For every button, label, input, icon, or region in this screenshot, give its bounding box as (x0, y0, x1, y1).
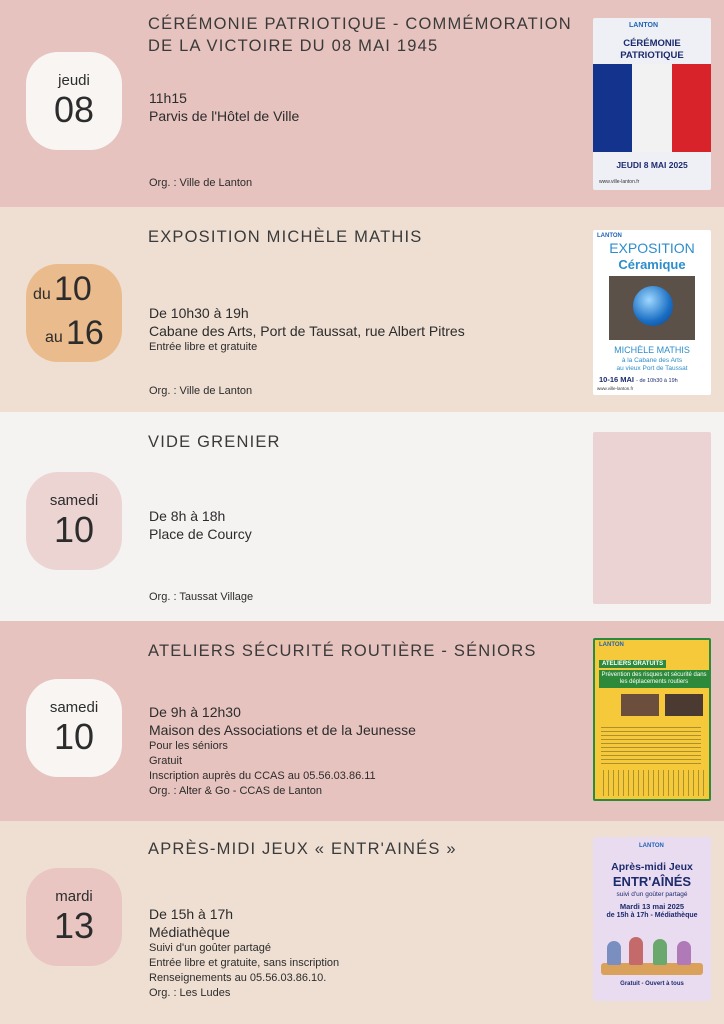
logo: LANTON (599, 642, 624, 648)
event-title: APRÈS-MIDI JEUX « ENTR'AINÉS » (148, 840, 457, 858)
poster-line1: Après-midi Jeux (611, 861, 693, 873)
poster-line2: ENTR'AÎNÉS (612, 874, 692, 889)
event-time: De 8h à 18h (149, 508, 226, 524)
event-place: Médiathèque (149, 924, 230, 940)
event-info (149, 89, 579, 125)
event-organizer: Org. : Ville de Lanton (149, 177, 253, 189)
poster-placeholder (593, 432, 711, 604)
badge-day: samedi (49, 492, 99, 509)
event-detail: Inscription auprès du CCAS au 05.56.03.86.11 (149, 770, 376, 782)
poster-line3: suivi d'un goûter partagé (616, 891, 688, 898)
date-range-badge (26, 264, 122, 362)
poster-tag: ATELIERS GRATUITS (599, 660, 666, 668)
event-detail: Pour les séniors (149, 740, 228, 752)
event-info (149, 905, 579, 1001)
range-to: 16 (66, 314, 104, 352)
poster-footer-block (599, 770, 705, 796)
event-apres-midi-jeux (0, 821, 724, 1024)
poster-headline: Prévention des risques et sécurité dans les déplacements routiers (599, 670, 709, 688)
event-title: VIDE GRENIER (148, 433, 281, 451)
event-place: Cabane des Arts, Port de Taussat, rue Albert Pitres (149, 323, 465, 339)
poster-line4: Mardi 13 mai 2025 (619, 902, 685, 911)
poster-line1: CÉRÉMONIE (623, 38, 681, 49)
poster-photo-left (621, 694, 659, 716)
event-organizer: Org. : Les Ludes (149, 987, 231, 999)
poster-dates-value: 10-16 MAI (599, 375, 635, 384)
badge-date: 13 (53, 905, 95, 946)
poster-photo-right (665, 694, 703, 716)
event-ceremonie (0, 0, 724, 207)
french-flag-image (593, 64, 711, 152)
range-to-word: au (45, 329, 63, 346)
event-info (149, 507, 579, 543)
event-detail: Renseignements au 05.56.03.86.10. (149, 972, 327, 984)
event-organizer: Org. : Alter & Go - CCAS de Lanton (149, 785, 323, 797)
logo: LANTON (639, 843, 664, 849)
poster-line2: PATRIOTIQUE (620, 50, 684, 61)
poster-loc1: à la Cabane des Arts (621, 357, 683, 364)
event-vide-grenier (0, 412, 724, 621)
poster-securite[interactable] (593, 638, 711, 801)
event-place: Maison des Associations et de la Jeunesse (149, 722, 416, 738)
badge-day: mardi (55, 888, 93, 905)
event-title: ATELIERS SÉCURITÉ ROUTIÈRE - SÉNIORS (148, 642, 537, 660)
event-detail: Entrée libre et gratuite, sans inscription (149, 957, 340, 969)
event-time: De 9h à 12h30 (149, 704, 241, 720)
event-time: De 10h30 à 19h (149, 305, 249, 321)
poster-foot: Gratuit - Ouvert à tous (620, 981, 684, 987)
date-badge (26, 868, 122, 966)
event-info (149, 304, 579, 355)
badge-day: samedi (49, 699, 99, 716)
event-info (149, 703, 579, 799)
date-badge (26, 52, 122, 150)
poster-artist: MICHÈLE MATHIS (614, 345, 690, 355)
poster-jeux[interactable] (593, 837, 711, 1001)
players-illustration (601, 933, 703, 975)
event-organizer: Org. : Taussat Village (149, 591, 254, 603)
event-securite-routiere (0, 621, 724, 821)
range-from: 10 (54, 270, 92, 308)
event-time: De 15h à 17h (149, 906, 234, 922)
logo: LANTON (597, 233, 622, 239)
badge-date: 10 (53, 716, 95, 757)
poster-url: www.ville-lanton.fr (599, 179, 640, 185)
logo: LANTON (629, 22, 659, 29)
poster-exposition[interactable] (593, 230, 711, 395)
badge-date: 10 (53, 509, 95, 550)
badge-day: jeudi (58, 72, 90, 89)
poster-loc2: au vieux Port de Taussat (616, 365, 688, 372)
poster-text-block (601, 724, 701, 764)
range-from-word: du (33, 286, 51, 303)
poster-ceremonie[interactable] (593, 18, 711, 190)
event-place: Place de Courcy (149, 526, 252, 542)
event-title: CÉRÉMONIE PATRIOTIQUE - COMMÉMORATION DE LA VICTOIRE DU 08 MAI 1945 (148, 15, 572, 55)
event-organizer: Org. : Ville de Lanton (149, 385, 253, 397)
date-badge (26, 472, 122, 570)
poster-line5: de 15h à 17h - Médiathèque (606, 912, 698, 919)
ceramic-photo (609, 276, 695, 340)
poster-url: www.ville-lanton.fr (597, 386, 634, 391)
event-exposition (0, 207, 724, 412)
date-badge (26, 679, 122, 777)
poster-date: JEUDI 8 MAI 2025 (616, 160, 688, 170)
poster-line2: Céramique (618, 257, 686, 272)
event-place: Parvis de l'Hôtel de Ville (149, 108, 300, 124)
badge-date: 08 (53, 89, 95, 130)
event-title: EXPOSITION MICHÈLE MATHIS (148, 228, 423, 246)
event-time: 11h15 (149, 90, 187, 106)
poster-line1: EXPOSITION (609, 240, 695, 256)
event-note: Entrée libre et gratuite (149, 341, 258, 353)
poster-dates (599, 375, 678, 384)
event-detail: Gratuit (149, 755, 183, 767)
event-detail: Suivi d'un goûter partagé (149, 942, 271, 954)
poster-hours: - de 10h30 à 19h (636, 378, 678, 384)
